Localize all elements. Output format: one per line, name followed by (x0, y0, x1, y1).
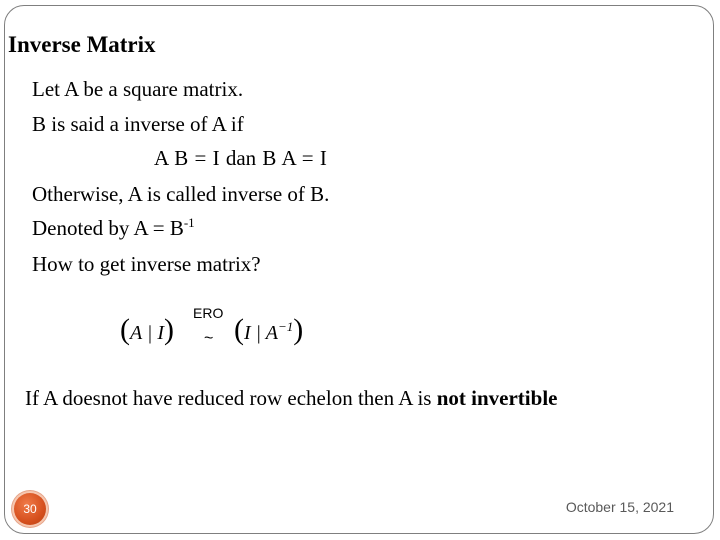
footer-date: October 15, 2021 (565, 499, 674, 515)
paren-close: ) (293, 313, 304, 346)
text-line-denoted (32, 216, 195, 241)
ero-label: ERO (193, 305, 224, 321)
slide-title: Inverse Matrix (8, 32, 156, 57)
paren-close: ) (164, 313, 175, 346)
augmented-left-content: A | I (130, 322, 165, 344)
augmented-matrix-right (234, 313, 303, 347)
denoted-text: Denoted by A = B (32, 216, 184, 240)
denoted-superscript: -1 (183, 215, 195, 230)
conclusion-main: If A doesnot have reduced row echelon then A is (25, 386, 437, 410)
tilde-symbol: ~ (204, 330, 214, 347)
augmented-matrix-left (120, 313, 174, 347)
paren-open: ( (120, 313, 130, 346)
text-line-otherwise: Otherwise, A is called inverse of B. (32, 182, 330, 206)
text-line-definition: Let A be a square matrix. (32, 77, 244, 101)
paren-open: ( (234, 313, 244, 346)
page-number-badge: 30 (14, 493, 46, 525)
text-line-inverse-condition: B is said a inverse of A if (32, 112, 244, 136)
conclusion-emphasis: not invertible (436, 386, 558, 410)
inverse-superscript: −1 (278, 319, 294, 334)
augmented-right-content: I | A (244, 322, 279, 344)
text-line-question: How to get inverse matrix? (32, 252, 261, 276)
equation-line: A B = I dan B A = I (154, 146, 327, 170)
conclusion-text (25, 386, 557, 411)
